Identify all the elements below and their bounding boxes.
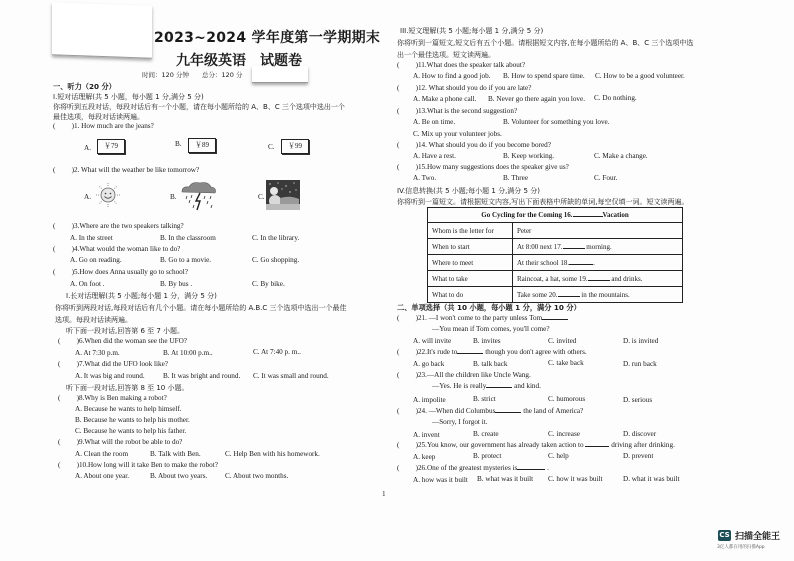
- part3-title: III.短文理解(共 5 小题;每小题 1 分,满分 5 分): [400, 27, 544, 35]
- row-label: What to take: [428, 271, 513, 287]
- q22-option-d: D. run back: [623, 360, 657, 368]
- row-label: What to do: [428, 287, 513, 303]
- q24-option-c: C. increase: [548, 430, 580, 438]
- row-value-cell: [513, 255, 683, 271]
- q23-option-c: C. humorous: [548, 395, 586, 403]
- part1-instructions-2: 最佳选项，每段对话读两遍。: [53, 113, 144, 121]
- question-21: [397, 314, 568, 323]
- blank-22[interactable]: [457, 353, 483, 354]
- q26-text: ( )26.One of the greatest mysteries is: [397, 464, 518, 472]
- camscanner-logo-icon: CS: [719, 531, 730, 539]
- table-row: [428, 271, 683, 287]
- watermark-app-name: 扫描全能王: [735, 532, 781, 542]
- q11-option-c: C. How to be a good volunteer.: [595, 72, 685, 80]
- q1-option-c-letter: C.: [268, 143, 275, 151]
- q14-option-c: C. Make a change.: [594, 152, 648, 160]
- table-row: [428, 223, 683, 239]
- q13-option-c: C. Mix up your volunteer jobs.: [413, 130, 502, 138]
- row-value: Peter: [513, 223, 683, 239]
- q1-option-a-letter: A.: [84, 144, 91, 152]
- q14-option-b: B. Keep working.: [503, 152, 555, 160]
- question-21-reply: —You mean if Tom comes, you'll come?: [432, 325, 550, 333]
- question-14: ( )14. What should you do if you become bored?: [397, 141, 551, 149]
- q21-text: ( )21. —I won't come to the party unless Tom: [397, 314, 543, 322]
- row-value-pre: Raincoat, a hat, some 19.: [517, 274, 588, 283]
- q26-option-d: D. what it was built: [623, 475, 680, 483]
- row-value-pre: Take some 20.: [517, 290, 558, 299]
- question-12: ( )12. What should you do if you are late?: [397, 84, 532, 92]
- blank-25[interactable]: [585, 446, 609, 447]
- q3-option-a: A. In the street: [70, 234, 113, 242]
- question-23: ( )23.—All the children like Uncle Wang.: [397, 371, 531, 379]
- part4-title: IV.信息转换(共 5 小题;每小题 1 分,满分 5 分): [397, 187, 540, 195]
- row-value-post: .: [593, 258, 595, 267]
- question-8: ( )8.Why is Ben making a robot?: [58, 394, 167, 402]
- q8-option-c: C. Because he wants to help his father.: [75, 427, 187, 435]
- info-table: [427, 207, 683, 303]
- q24-option-b: B. create: [473, 430, 499, 438]
- row-value-post: morning.: [584, 242, 612, 251]
- q4-option-a: A. Go on reading.: [70, 256, 122, 264]
- q14-option-a: A. Have a rest.: [413, 152, 456, 160]
- question-2: ( )2. What will the weather be like tomorrow?: [53, 166, 200, 174]
- q12-option-c: C. Do nothing.: [594, 94, 637, 102]
- blank-21[interactable]: [542, 319, 568, 320]
- blank-20[interactable]: [558, 296, 580, 297]
- row-value-cell: [513, 271, 683, 287]
- blank-24[interactable]: [495, 412, 521, 413]
- row-value-pre: At 8:00 next 17.: [517, 242, 563, 251]
- q24-text-end: the land of America?: [521, 407, 584, 415]
- q9-option-a: A. Clean the room: [75, 450, 129, 458]
- q6-option-b: B. At 10:00 p.m..: [163, 349, 213, 357]
- q26-option-c: C. how it was built: [548, 475, 603, 483]
- section-single-choice-title: 二、单项选择（共 10 小题，每小题 1 分，满分 10 分）: [397, 303, 581, 312]
- dialog-1-instruction: 听下面一段对话,回答第 6 至 7 小题。: [66, 327, 185, 335]
- row-value-post: and drinks.: [609, 274, 643, 283]
- q4-option-c: C. Go shopping.: [252, 256, 300, 264]
- q21-option-c: C. invited: [548, 337, 577, 345]
- q6-option-a: A. At 7:30 p.m.: [75, 349, 120, 357]
- table-row: [428, 255, 683, 271]
- question-7: ( )7.What did the UFO look like?: [58, 360, 168, 368]
- blank-23[interactable]: [486, 387, 512, 388]
- q4-option-b: B. Go to a movie.: [160, 256, 212, 264]
- q13-option-b: B. Volunteer for something you love.: [503, 118, 610, 126]
- q5-option-a: A. On foot .: [70, 280, 105, 288]
- section-listening-title: 一、听力（20 分）: [53, 82, 116, 91]
- q2-option-c-letter: C.: [258, 193, 265, 201]
- q7-option-a: A. It was big and round.: [75, 372, 145, 380]
- q23-option-b: B. strict: [473, 395, 496, 403]
- question-25: [397, 441, 675, 450]
- part2-instructions: 你将听到两段对话,每段对话后有几个小题。请在每小题所给的 A.B.C 三个选项中选出一个最佳: [55, 304, 347, 312]
- question-22: [397, 348, 587, 357]
- q24-option-d: D. discover: [623, 430, 657, 438]
- q25-text: ( )25.You know, our government has already taken action to: [397, 441, 584, 449]
- q9-option-b: B. Talk with Ben.: [150, 450, 201, 458]
- q12-option-a: A. Make a phone call.: [413, 95, 477, 103]
- q23-option-d: D. serious: [623, 396, 653, 404]
- q22-option-b: B. talk back: [473, 360, 508, 368]
- q9-option-c: C. Help Ben with his homework.: [225, 450, 320, 458]
- part1-title: I.短对话理解(共 5 小题，每小题 1 分,满分 5 分): [53, 93, 204, 101]
- q8-option-a: A. Because he wants to help himself.: [75, 405, 182, 413]
- blank-18[interactable]: [569, 264, 593, 265]
- q24-text: ( )24. —When did Columbus: [397, 407, 496, 415]
- q26-option-a: A. how was it built: [413, 476, 468, 484]
- snowman-picture-icon: [266, 180, 300, 210]
- question-10: ( )10.How long will it take Ben to make the robot?: [58, 461, 218, 469]
- table-row: [428, 239, 683, 255]
- table-title-suffix: Vacation: [602, 211, 629, 219]
- q1-option-b-letter: B.: [175, 140, 182, 148]
- q25-option-d: D. prevent: [623, 452, 654, 460]
- row-value-cell: [513, 239, 683, 255]
- page-number: 1: [382, 490, 386, 498]
- q15-option-c: C. Four.: [594, 174, 618, 182]
- q23-reply-end: and kind.: [512, 382, 541, 390]
- q22-text: ( )22.It's rude to: [397, 348, 458, 356]
- table-title-prefix: Go Cycling for the Coming 16.: [481, 211, 573, 219]
- q6-option-c: C. At 7:40 p. m..: [253, 348, 301, 356]
- question-6: ( )6.When did the woman see the UFO?: [58, 337, 187, 345]
- question-26: [397, 464, 549, 473]
- q22-text-end: though you don't agree with others.: [483, 348, 587, 356]
- row-value-pre: At their school 18.: [517, 258, 570, 267]
- q25-option-b: B. protect: [473, 452, 502, 460]
- blank-17[interactable]: [563, 248, 585, 249]
- exam-title-line1: 2023~2024 学年度第一学期期末: [154, 30, 381, 46]
- watermark-tagline: 3亿人都在用的扫描App: [717, 545, 765, 550]
- q21-option-d: D. is invited: [623, 337, 659, 345]
- q23-reply-text: —Yes. He is really: [432, 382, 487, 390]
- part4-instructions: 你将听到一篇短文。请根据短文内容,写出下面表格中所缺的单词,每空仅填一词。短文读两遍。: [397, 198, 689, 206]
- price-tag-79: ￥79: [97, 139, 125, 154]
- question-4: ( )4.What would the woman like to do?: [53, 245, 181, 253]
- q11-option-b: B. How to spend spare time.: [503, 72, 585, 80]
- q15-option-b: B. Three: [503, 174, 529, 182]
- q11-option-a: A. How to find a good job.: [413, 72, 491, 80]
- question-24: [397, 407, 583, 416]
- q10-option-b: B. About two years.: [150, 472, 208, 480]
- storm-cloud-icon: [178, 180, 218, 212]
- q10-option-c: C. About two months.: [225, 472, 289, 480]
- question-3: ( )3.Where are the two speakers talking?: [53, 222, 184, 230]
- part2-title: I.长对话理解(共 5 小题;每小题 1 分，满分 5 分): [66, 292, 217, 300]
- q22-option-c: C. take back: [548, 359, 584, 367]
- row-label: Where to meet: [428, 255, 513, 271]
- q10-option-a: A. About one year.: [75, 472, 130, 480]
- q25-option-a: A. keep: [413, 453, 436, 461]
- dialog-2-instruction: 听下面一段对话,回答第 8 至 10 小题。: [66, 384, 189, 392]
- q24-option-a: A. invent: [413, 431, 440, 439]
- q13-option-a: A. Be on time.: [413, 118, 456, 126]
- row-value-post: in the mountains.: [579, 290, 630, 299]
- q26-option-b: B. what was it built: [477, 475, 534, 483]
- exam-meta: 时间：120 分钟 总分：120 分: [142, 71, 243, 79]
- price-tag-89: ￥89: [188, 138, 216, 153]
- table-row: [428, 287, 683, 303]
- q23-option-a: A. impolite: [413, 396, 446, 404]
- q5-option-c: C. By bike.: [252, 280, 285, 288]
- question-11: ( )11.What does the speaker talk about?: [397, 61, 526, 69]
- sun-icon: [95, 182, 121, 208]
- blank-16[interactable]: [573, 216, 603, 217]
- q25-option-c: C. help: [548, 452, 569, 460]
- exam-title-line2: 九年级英语 试题卷: [176, 53, 302, 69]
- question-24-reply: —Sorry, I forgot it.: [432, 418, 488, 426]
- part2-instructions-2: 选项。每段对话读两遍。: [55, 316, 132, 324]
- q15-option-a: A. Two.: [413, 174, 437, 182]
- q3-option-c: C. In the library.: [252, 234, 300, 242]
- q7-option-c: C. It was small and round.: [253, 372, 329, 380]
- part3-instructions-2: 出一个最佳选项。短文读两遍。: [397, 51, 495, 59]
- question-5: ( )5.How does Anna usually go to school?: [53, 268, 188, 276]
- q3-option-b: B. In the classroom: [160, 234, 216, 242]
- row-value-cell: [513, 287, 683, 303]
- blank-26[interactable]: [517, 469, 545, 470]
- q26-text-end: .: [545, 464, 549, 472]
- q22-option-a: A. go back: [413, 360, 445, 368]
- q21-option-a: A. will invite: [413, 337, 452, 345]
- q21-option-b: B. invites: [473, 337, 501, 345]
- q12-option-b: B. Never go there again you love.: [488, 95, 585, 103]
- covered-patch-top-left: [52, 2, 152, 58]
- question-1: ( )1. How much are the jeans?: [53, 122, 154, 130]
- q2-option-a-letter: A.: [84, 193, 91, 201]
- question-9: ( )9.What will the robot be able to do?: [58, 438, 183, 446]
- part3-instructions: 你将听到一篇短文,短文后有五个小题。请根据短文内容,在每小题所给的 A、B、C 三个选项中选: [397, 39, 694, 47]
- q25-text-end: driving after drinking.: [609, 441, 675, 449]
- q8-option-b: B. Because he wants to help his mother.: [75, 416, 190, 424]
- q7-option-b: B. It was bright and round.: [163, 372, 241, 380]
- row-label: Whom is the letter for: [428, 223, 513, 239]
- row-label: When to start: [428, 239, 513, 255]
- part1-instructions: 你将听到五段对话，每段对话后有一个小题，请在每小题所给的 A、B、C 三个选项中选出一个: [53, 103, 345, 111]
- info-table-title-row: [428, 208, 683, 223]
- q5-option-b: B. By bus .: [160, 280, 193, 288]
- question-23-reply: [432, 382, 541, 391]
- price-tag-99: ￥99: [281, 139, 309, 154]
- q2-option-b-letter: B.: [170, 193, 177, 201]
- question-13: ( )13.What is the second suggestion?: [397, 107, 518, 115]
- blank-19[interactable]: [588, 280, 610, 281]
- question-15: ( )15.How many suggestions does the speaker give us?: [397, 163, 569, 171]
